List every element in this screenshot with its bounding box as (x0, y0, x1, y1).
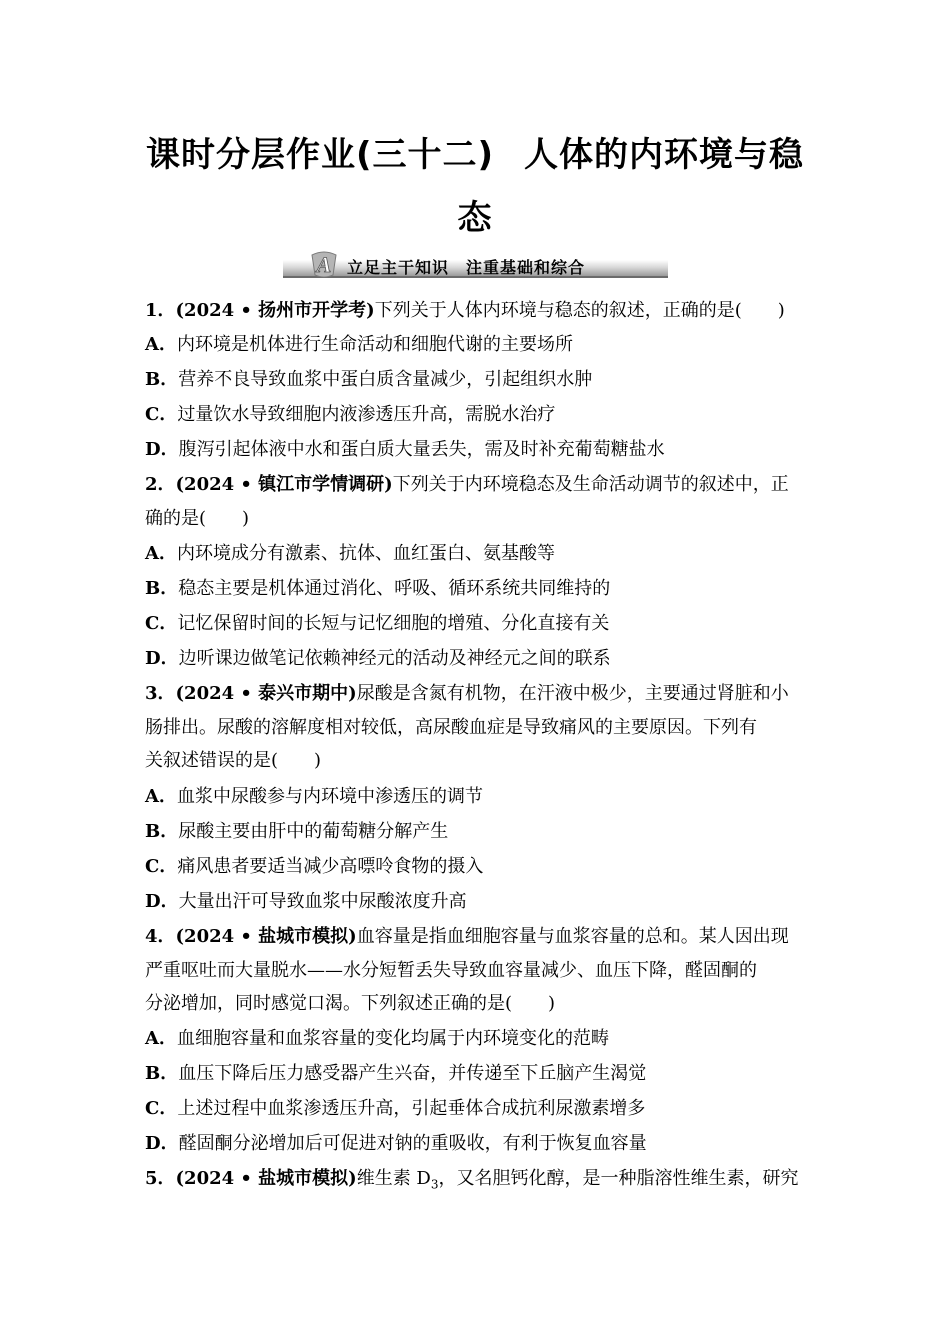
option-label: C． (145, 404, 178, 425)
question-stem-text: 下列关于内环境稳态及生命活动调节的叙述中，正 (392, 474, 789, 495)
question-3-option-b (145, 820, 810, 844)
question-number: 5． (145, 1168, 176, 1189)
option-text: 痛风患者要适当减少高嘌呤食物的摄入 (177, 856, 484, 877)
question-stem-text: 尿酸是含氮有机物，在汗液中极少，主要通过肾脏和小 (356, 683, 789, 704)
option-label: B． (145, 369, 179, 390)
section-banner-text: 立足主干知识 注重基础和综合 (347, 258, 586, 277)
question-source: (2024 • 盐城市模拟) (175, 1168, 357, 1189)
question-number: 3． (145, 683, 176, 704)
option-label: C． (145, 856, 178, 877)
option-text: 血压下降后压力感受器产生兴奋，并传递至下丘脑产生渴觉 (178, 1063, 647, 1084)
question-3-stem-continued-1: 肠排出。尿酸的溶解度相对较低，高尿酸血症是导致痛风的主要原因。下列有 (145, 717, 757, 738)
question-source: (2024 • 盐城市模拟) (175, 926, 357, 947)
option-text: 尿酸主要由肝中的葡萄糖分解产生 (178, 821, 449, 842)
title-part-1: 课时分层作业(三十二) (145, 135, 495, 175)
question-source: (2024 • 镇江市学情调研) (175, 474, 393, 495)
question-number: 4． (145, 926, 176, 947)
option-text: 上述过程中血浆渗透压升高，引起垂体合成抗利尿激素增多 (177, 1098, 646, 1119)
question-stem-text: 维生素 D (356, 1168, 431, 1189)
question-stem-text: 下列关于人体内环境与稳态的叙述，正确的是( ) (374, 300, 785, 321)
question-source: (2024 • 泰兴市期中) (175, 683, 357, 704)
page-title-line-2: 态 (457, 198, 493, 238)
question-number: 1． (145, 300, 176, 321)
option-label: A． (145, 786, 177, 807)
option-text: 血浆中尿酸参与内环境中渗透压的调节 (176, 786, 483, 807)
option-label: B． (145, 821, 179, 842)
section-a-icon (309, 249, 339, 279)
option-text: 过量饮水导致细胞内液渗透压升高，需脱水治疗 (177, 404, 556, 425)
option-text: 内环境成分有激素、抗体、血红蛋白、氨基酸等 (176, 543, 555, 564)
question-number: 2． (145, 474, 176, 495)
question-stem-text: 血容量是指血细胞容量与血浆容量的总和。某人因出现 (356, 926, 789, 947)
question-4-stem-continued-2: 分泌增加，同时感觉口渴。下列叙述正确的是( ) (145, 993, 556, 1014)
question-4-stem (145, 925, 810, 949)
option-text: 边听课边做笔记依赖神经元的活动及神经元之间的联系 (178, 648, 611, 669)
question-2-option-d (145, 647, 810, 671)
title-part-2: 人体的内环境与稳 (524, 135, 805, 175)
question-3-option-d (145, 890, 810, 914)
option-label: B． (145, 1063, 179, 1084)
option-label: D． (145, 439, 179, 460)
question-1-option-d (145, 438, 810, 462)
question-3-option-a (145, 785, 810, 809)
question-2-option-a (145, 542, 810, 566)
question-4-option-b (145, 1062, 810, 1086)
option-label: C． (145, 613, 178, 634)
option-label: B． (145, 578, 179, 599)
option-label: C． (145, 1098, 178, 1119)
page-title-line-1 (130, 127, 820, 176)
option-label: D． (145, 891, 179, 912)
question-3-stem-continued-2: 关叙述错误的是( ) (145, 750, 322, 771)
option-label: A． (145, 334, 177, 355)
question-1-option-a (145, 333, 810, 357)
question-4-option-c (145, 1097, 810, 1121)
question-4-option-a (145, 1027, 810, 1051)
option-text: 醛固酮分泌增加后可促进对钠的重吸收，有利于恢复血容量 (178, 1133, 647, 1154)
subscript-3: 3 (430, 1177, 439, 1192)
question-1-option-b (145, 368, 810, 392)
option-text: 腹泻引起体液中水和蛋白质大量丢失，需及时补充葡萄糖盐水 (178, 439, 665, 460)
question-2-option-b (145, 577, 810, 601)
option-label: A． (145, 1028, 177, 1049)
question-1-option-c (145, 403, 810, 427)
option-text: 大量出汗可导致血浆中尿酸浓度升高 (178, 891, 467, 912)
option-text: 营养不良导致血浆中蛋白质含量减少，引起组织水肿 (178, 369, 593, 390)
section-letter: A (316, 252, 332, 277)
section-banner (283, 251, 668, 279)
option-text: 血细胞容量和血浆容量的变化均属于内环境变化的范畴 (176, 1028, 609, 1049)
question-5-stem (145, 1167, 810, 1197)
option-text: 内环境是机体进行生命活动和细胞代谢的主要场所 (176, 334, 573, 355)
option-label: A． (145, 543, 177, 564)
question-stem-text-rest: ，又名胆钙化醇，是一种脂溶性维生素，研究 (438, 1168, 799, 1189)
question-3-stem (145, 682, 810, 706)
option-text: 稳态主要是机体通过消化、呼吸、循环系统共同维持的 (178, 578, 611, 599)
question-3-option-c (145, 855, 810, 879)
question-2-option-c (145, 612, 810, 636)
question-2-stem (145, 473, 810, 497)
option-text: 记忆保留时间的长短与记忆细胞的增殖、分化直接有关 (177, 613, 610, 634)
option-label: D． (145, 648, 179, 669)
question-4-stem-continued-1: 严重呕吐而大量脱水——水分短暂丢失导致血容量减少、血压下降，醛固酮的 (145, 960, 757, 981)
option-label: D． (145, 1133, 179, 1154)
question-4-option-d (145, 1132, 810, 1156)
question-1-stem (145, 299, 810, 323)
question-2-stem-continued: 确的是( ) (145, 508, 250, 529)
question-source: (2024 • 扬州市开学考) (175, 300, 375, 321)
